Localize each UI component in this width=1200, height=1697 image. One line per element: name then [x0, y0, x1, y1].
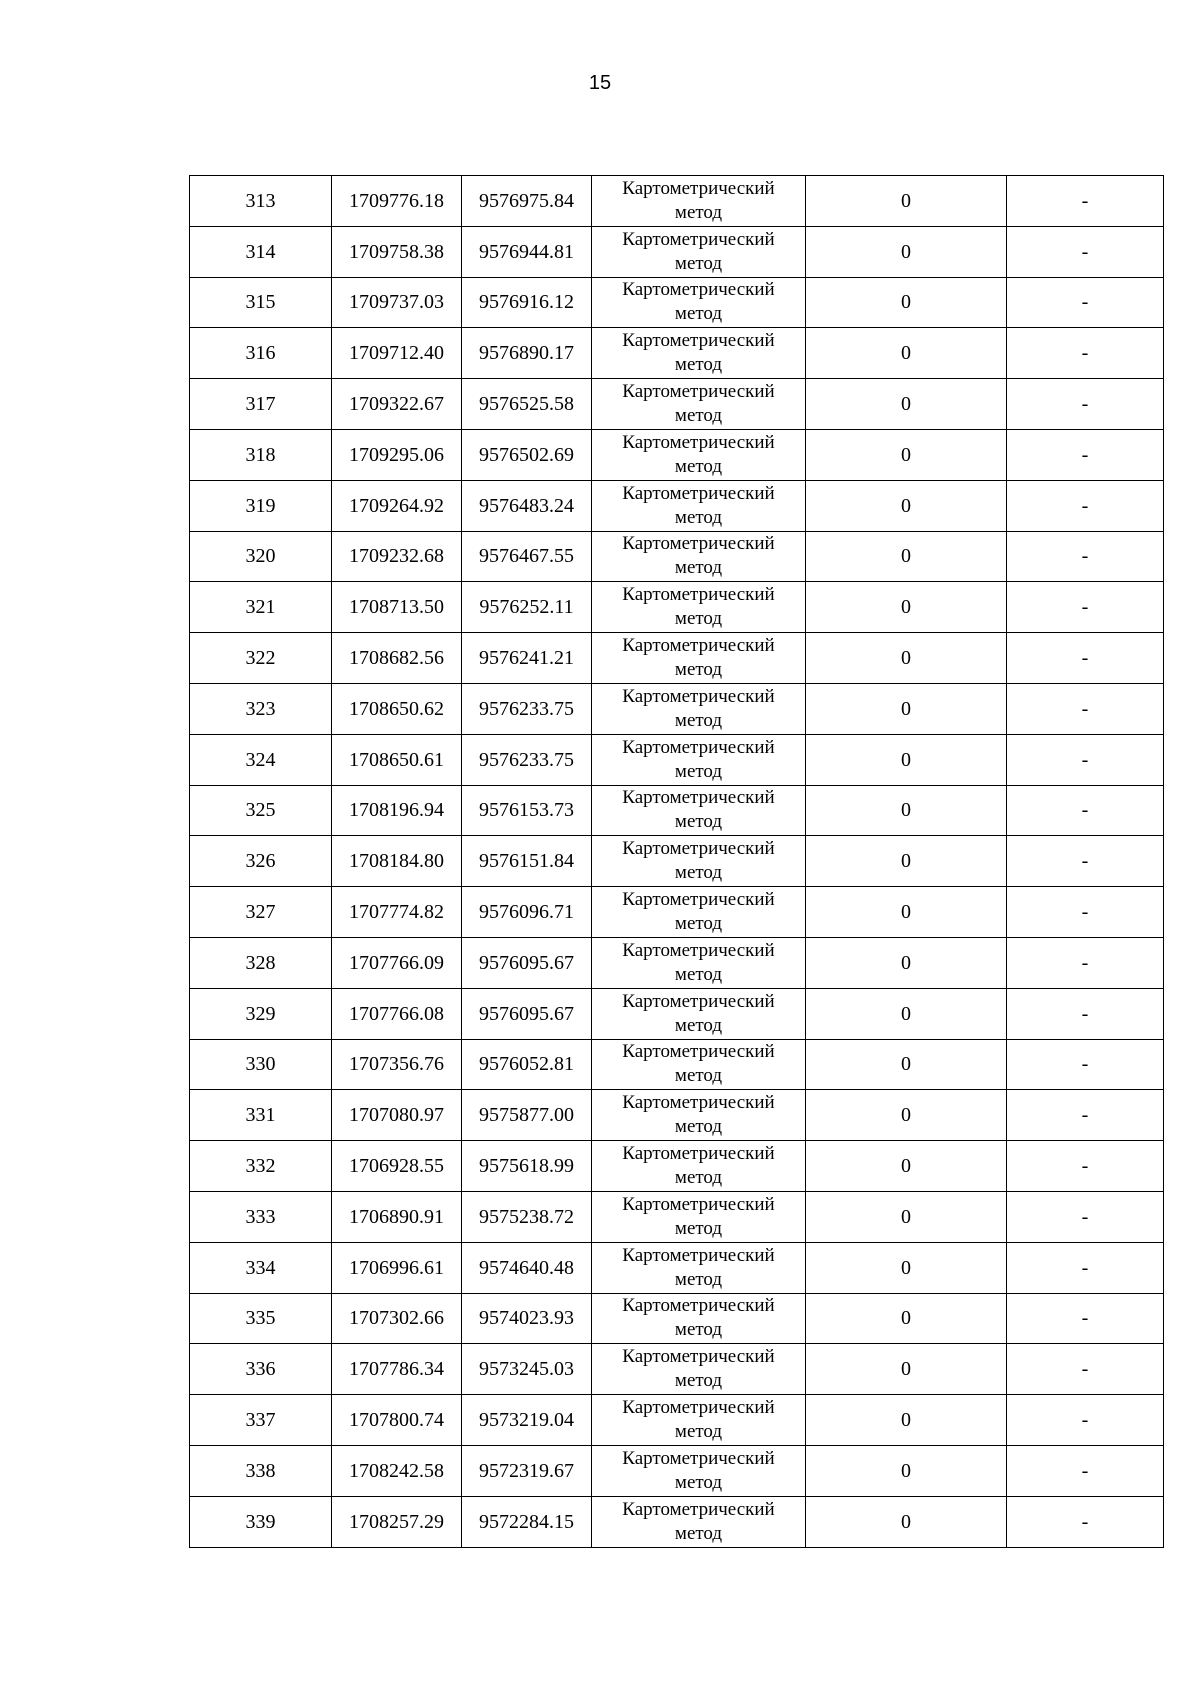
note-cell: - — [1007, 429, 1164, 480]
table-row — [190, 988, 1164, 1039]
note-cell: - — [1007, 277, 1164, 328]
error-cell: 0 — [806, 1242, 1007, 1293]
method-cell — [592, 1090, 806, 1141]
method-line1: Картометрический — [622, 533, 775, 555]
method-line2: метод — [674, 1217, 723, 1239]
note-cell: - — [1007, 633, 1164, 684]
method-line2: метод — [674, 1014, 723, 1036]
method-line2: метод — [674, 963, 723, 985]
table-row — [190, 429, 1164, 480]
method-line2: метод — [674, 811, 723, 833]
method-cell — [592, 683, 806, 734]
note-cell: - — [1007, 226, 1164, 277]
method-line2: метод — [674, 709, 723, 731]
method-line1: Картометрический — [622, 889, 775, 911]
method-cell — [592, 1344, 806, 1395]
point-number-cell: 314 — [190, 226, 332, 277]
page-number: 15 — [588, 72, 612, 94]
error-cell: 0 — [806, 1039, 1007, 1090]
note-cell: - — [1007, 988, 1164, 1039]
note-cell: - — [1007, 328, 1164, 379]
error-cell: 0 — [806, 683, 1007, 734]
method-cell — [592, 277, 806, 328]
method-line2: метод — [674, 405, 723, 427]
method-cell — [592, 1191, 806, 1242]
method-cell — [592, 1445, 806, 1496]
method-cell — [592, 226, 806, 277]
method-line1: Картометрический — [622, 584, 775, 606]
point-number-cell: 324 — [190, 734, 332, 785]
method-line2: метод — [674, 506, 723, 528]
note-cell: - — [1007, 1445, 1164, 1496]
error-cell: 0 — [806, 1293, 1007, 1344]
table-row — [190, 887, 1164, 938]
table-row — [190, 531, 1164, 582]
table-row — [190, 1141, 1164, 1192]
x-coordinate-cell: 1709776.18 — [332, 176, 462, 227]
x-coordinate-cell: 1708650.62 — [332, 683, 462, 734]
point-number-cell: 321 — [190, 582, 332, 633]
method-cell — [592, 937, 806, 988]
error-cell: 0 — [806, 1344, 1007, 1395]
x-coordinate-cell: 1709758.38 — [332, 226, 462, 277]
method-cell — [592, 633, 806, 684]
note-cell: - — [1007, 1039, 1164, 1090]
method-line2: метод — [674, 1522, 723, 1544]
x-coordinate-cell: 1708196.94 — [332, 785, 462, 836]
method-line2: метод — [674, 608, 723, 630]
table-row — [190, 379, 1164, 430]
method-cell — [592, 1293, 806, 1344]
point-number-cell: 315 — [190, 277, 332, 328]
point-number-cell: 317 — [190, 379, 332, 430]
method-cell — [592, 988, 806, 1039]
y-coordinate-cell: 9574023.93 — [462, 1293, 592, 1344]
table-row — [190, 582, 1164, 633]
method-cell — [592, 379, 806, 430]
x-coordinate-cell: 1706890.91 — [332, 1191, 462, 1242]
method-line1: Картометрический — [622, 787, 775, 809]
x-coordinate-cell: 1707766.09 — [332, 937, 462, 988]
method-line1: Картометрический — [622, 1447, 775, 1469]
point-number-cell: 318 — [190, 429, 332, 480]
method-cell — [592, 1395, 806, 1446]
point-number-cell: 329 — [190, 988, 332, 1039]
error-cell: 0 — [806, 277, 1007, 328]
method-line2: метод — [674, 354, 723, 376]
error-cell: 0 — [806, 226, 1007, 277]
method-line1: Картометрический — [622, 1143, 775, 1165]
y-coordinate-cell: 9576233.75 — [462, 734, 592, 785]
x-coordinate-cell: 1708242.58 — [332, 1445, 462, 1496]
point-number-cell: 320 — [190, 531, 332, 582]
table-row — [190, 480, 1164, 531]
x-coordinate-cell: 1709295.06 — [332, 429, 462, 480]
error-cell: 0 — [806, 1496, 1007, 1547]
y-coordinate-cell: 9576233.75 — [462, 683, 592, 734]
method-line1: Картометрический — [622, 736, 775, 758]
x-coordinate-cell: 1709737.03 — [332, 277, 462, 328]
method-cell — [592, 1496, 806, 1547]
y-coordinate-cell: 9576151.84 — [462, 836, 592, 887]
note-cell: - — [1007, 785, 1164, 836]
error-cell: 0 — [806, 1191, 1007, 1242]
error-cell: 0 — [806, 1445, 1007, 1496]
table-row — [190, 1344, 1164, 1395]
point-number-cell: 331 — [190, 1090, 332, 1141]
error-cell: 0 — [806, 1395, 1007, 1446]
table-row — [190, 683, 1164, 734]
method-line2: метод — [674, 1116, 723, 1138]
table-row — [190, 226, 1164, 277]
method-line2: метод — [674, 252, 723, 274]
method-line2: метод — [674, 1421, 723, 1443]
method-line1: Картометрический — [622, 1244, 775, 1266]
note-cell: - — [1007, 531, 1164, 582]
method-cell — [592, 328, 806, 379]
point-number-cell: 330 — [190, 1039, 332, 1090]
y-coordinate-cell: 9576252.11 — [462, 582, 592, 633]
y-coordinate-cell: 9575618.99 — [462, 1141, 592, 1192]
table-row — [190, 1293, 1164, 1344]
y-coordinate-cell: 9576483.24 — [462, 480, 592, 531]
error-cell: 0 — [806, 1090, 1007, 1141]
method-line2: метод — [674, 1319, 723, 1341]
y-coordinate-cell: 9576095.67 — [462, 988, 592, 1039]
table-row — [190, 734, 1164, 785]
method-line1: Картометрический — [622, 1193, 775, 1215]
x-coordinate-cell: 1707080.97 — [332, 1090, 462, 1141]
method-line1: Картометрический — [622, 279, 775, 301]
method-line2: метод — [674, 862, 723, 884]
point-number-cell: 323 — [190, 683, 332, 734]
error-cell: 0 — [806, 480, 1007, 531]
method-line2: метод — [674, 201, 723, 223]
y-coordinate-cell: 9572319.67 — [462, 1445, 592, 1496]
point-number-cell: 327 — [190, 887, 332, 938]
y-coordinate-cell: 9572284.15 — [462, 1496, 592, 1547]
error-cell: 0 — [806, 176, 1007, 227]
point-number-cell: 336 — [190, 1344, 332, 1395]
method-cell — [592, 429, 806, 480]
note-cell: - — [1007, 887, 1164, 938]
method-cell — [592, 480, 806, 531]
y-coordinate-cell: 9576975.84 — [462, 176, 592, 227]
x-coordinate-cell: 1708184.80 — [332, 836, 462, 887]
x-coordinate-cell: 1707302.66 — [332, 1293, 462, 1344]
point-number-cell: 337 — [190, 1395, 332, 1446]
method-line2: метод — [674, 913, 723, 935]
method-line1: Картометрический — [622, 228, 775, 250]
x-coordinate-cell: 1706996.61 — [332, 1242, 462, 1293]
point-number-cell: 326 — [190, 836, 332, 887]
y-coordinate-cell: 9575238.72 — [462, 1191, 592, 1242]
method-line2: метод — [674, 1167, 723, 1189]
method-line1: Картометрический — [622, 1041, 775, 1063]
note-cell: - — [1007, 1090, 1164, 1141]
y-coordinate-cell: 9576096.71 — [462, 887, 592, 938]
y-coordinate-cell: 9576525.58 — [462, 379, 592, 430]
method-line1: Картометрический — [622, 1092, 775, 1114]
table-row — [190, 836, 1164, 887]
note-cell: - — [1007, 836, 1164, 887]
y-coordinate-cell: 9573219.04 — [462, 1395, 592, 1446]
point-number-cell: 319 — [190, 480, 332, 531]
error-cell: 0 — [806, 836, 1007, 887]
y-coordinate-cell: 9574640.48 — [462, 1242, 592, 1293]
note-cell: - — [1007, 1242, 1164, 1293]
table-row — [190, 633, 1164, 684]
method-line1: Картометрический — [622, 1295, 775, 1317]
table-row — [190, 1395, 1164, 1446]
note-cell: - — [1007, 734, 1164, 785]
note-cell: - — [1007, 937, 1164, 988]
method-line1: Картометрический — [622, 1346, 775, 1368]
error-cell: 0 — [806, 328, 1007, 379]
error-cell: 0 — [806, 734, 1007, 785]
method-line2: метод — [674, 1370, 723, 1392]
method-cell — [592, 1242, 806, 1293]
method-cell — [592, 531, 806, 582]
method-line1: Картометрический — [622, 1498, 775, 1520]
y-coordinate-cell: 9576944.81 — [462, 226, 592, 277]
point-number-cell: 339 — [190, 1496, 332, 1547]
method-line1: Картометрический — [622, 635, 775, 657]
method-line1: Картометрический — [622, 685, 775, 707]
x-coordinate-cell: 1707774.82 — [332, 887, 462, 938]
error-cell: 0 — [806, 937, 1007, 988]
y-coordinate-cell: 9575877.00 — [462, 1090, 592, 1141]
point-number-cell: 333 — [190, 1191, 332, 1242]
point-number-cell: 332 — [190, 1141, 332, 1192]
method-line1: Картометрический — [622, 990, 775, 1012]
method-cell — [592, 1039, 806, 1090]
point-number-cell: 335 — [190, 1293, 332, 1344]
note-cell: - — [1007, 1395, 1164, 1446]
y-coordinate-cell: 9573245.03 — [462, 1344, 592, 1395]
method-line1: Картометрический — [622, 482, 775, 504]
table-row — [190, 1090, 1164, 1141]
error-cell: 0 — [806, 1141, 1007, 1192]
x-coordinate-cell: 1708650.61 — [332, 734, 462, 785]
x-coordinate-cell: 1707786.34 — [332, 1344, 462, 1395]
method-line2: метод — [674, 557, 723, 579]
method-line2: метод — [674, 760, 723, 782]
x-coordinate-cell: 1707766.08 — [332, 988, 462, 1039]
y-coordinate-cell: 9576052.81 — [462, 1039, 592, 1090]
error-cell: 0 — [806, 429, 1007, 480]
method-cell — [592, 836, 806, 887]
method-line1: Картометрический — [622, 939, 775, 961]
table-row — [190, 1039, 1164, 1090]
x-coordinate-cell: 1706928.55 — [332, 1141, 462, 1192]
point-number-cell: 322 — [190, 633, 332, 684]
note-cell: - — [1007, 1141, 1164, 1192]
note-cell: - — [1007, 582, 1164, 633]
table-row — [190, 785, 1164, 836]
y-coordinate-cell: 9576502.69 — [462, 429, 592, 480]
x-coordinate-cell: 1708713.50 — [332, 582, 462, 633]
note-cell: - — [1007, 379, 1164, 430]
x-coordinate-cell: 1707800.74 — [332, 1395, 462, 1446]
y-coordinate-cell: 9576095.67 — [462, 937, 592, 988]
note-cell: - — [1007, 176, 1164, 227]
x-coordinate-cell: 1709712.40 — [332, 328, 462, 379]
point-number-cell: 325 — [190, 785, 332, 836]
y-coordinate-cell: 9576467.55 — [462, 531, 592, 582]
point-number-cell: 338 — [190, 1445, 332, 1496]
table-row — [190, 1191, 1164, 1242]
method-line2: метод — [674, 1065, 723, 1087]
x-coordinate-cell: 1709232.68 — [332, 531, 462, 582]
method-line2: метод — [674, 1268, 723, 1290]
point-number-cell: 328 — [190, 937, 332, 988]
error-cell: 0 — [806, 988, 1007, 1039]
method-line2: метод — [674, 659, 723, 681]
note-cell: - — [1007, 480, 1164, 531]
method-line1: Картометрический — [622, 838, 775, 860]
method-line1: Картометрический — [622, 330, 775, 352]
method-cell — [592, 582, 806, 633]
error-cell: 0 — [806, 531, 1007, 582]
note-cell: - — [1007, 1191, 1164, 1242]
note-cell: - — [1007, 1293, 1164, 1344]
note-cell: - — [1007, 1344, 1164, 1395]
table-row — [190, 937, 1164, 988]
point-number-cell: 316 — [190, 328, 332, 379]
method-line2: метод — [674, 455, 723, 477]
method-line2: метод — [674, 1471, 723, 1493]
point-number-cell: 313 — [190, 176, 332, 227]
table-row — [190, 176, 1164, 227]
method-line1: Картометрический — [622, 381, 775, 403]
coordinates-table — [189, 175, 1164, 1548]
method-cell — [592, 785, 806, 836]
x-coordinate-cell: 1709322.67 — [332, 379, 462, 430]
table-row — [190, 1496, 1164, 1547]
x-coordinate-cell: 1708257.29 — [332, 1496, 462, 1547]
y-coordinate-cell: 9576153.73 — [462, 785, 592, 836]
x-coordinate-cell: 1708682.56 — [332, 633, 462, 684]
error-cell: 0 — [806, 785, 1007, 836]
method-line2: метод — [674, 303, 723, 325]
table-row — [190, 328, 1164, 379]
note-cell: - — [1007, 1496, 1164, 1547]
method-line1: Картометрический — [622, 177, 775, 199]
method-line1: Картометрический — [622, 1397, 775, 1419]
error-cell: 0 — [806, 379, 1007, 430]
table-row — [190, 1445, 1164, 1496]
method-cell — [592, 734, 806, 785]
method-cell — [592, 176, 806, 227]
error-cell: 0 — [806, 633, 1007, 684]
note-cell: - — [1007, 683, 1164, 734]
y-coordinate-cell: 9576241.21 — [462, 633, 592, 684]
method-cell — [592, 887, 806, 938]
error-cell: 0 — [806, 887, 1007, 938]
x-coordinate-cell: 1707356.76 — [332, 1039, 462, 1090]
method-line1: Картометрический — [622, 431, 775, 453]
y-coordinate-cell: 9576890.17 — [462, 328, 592, 379]
table-row — [190, 1242, 1164, 1293]
table-row — [190, 277, 1164, 328]
coordinates-table-body — [190, 176, 1164, 1548]
point-number-cell: 334 — [190, 1242, 332, 1293]
method-cell — [592, 1141, 806, 1192]
error-cell: 0 — [806, 582, 1007, 633]
x-coordinate-cell: 1709264.92 — [332, 480, 462, 531]
y-coordinate-cell: 9576916.12 — [462, 277, 592, 328]
